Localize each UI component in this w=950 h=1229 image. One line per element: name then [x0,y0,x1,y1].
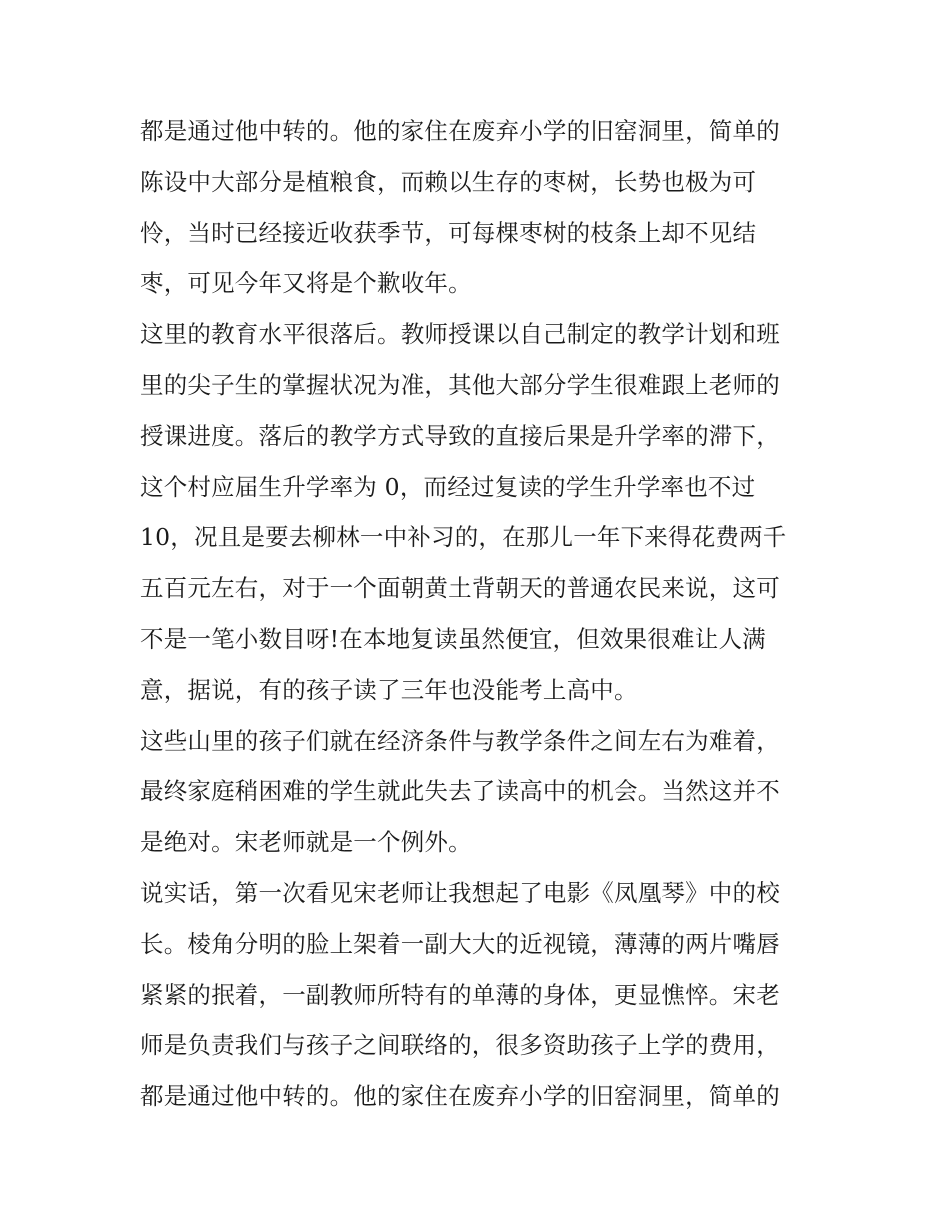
body-text [140,106,820,1122]
text-line: 这个村应届生升学率为 0，而经过复读的学生升学率也不过 [140,472,756,501]
text-line: 这里的教育水平很落后。教师授课以自己制定的教学计划和班 [140,320,780,349]
text-line: 10，况且是要去柳林一中补习的，在那儿一年下来得花费两千 [140,523,787,552]
text-line: 师是负责我们与孩子之间联络的，很多资助孩子上学的费用， [140,1031,780,1060]
text-line: 不是一笔小数目呀!在本地复读虽然便宜，但效果很难让人满 [140,624,766,653]
text-line: 这些山里的孩子们就在经济条件与教学条件之间左右为难着， [140,726,780,755]
text-line: 陈设中大部分是植粮食，而赖以生存的枣树，长势也极为可 [140,167,757,196]
text-line: 怜，当时已经接近收获季节，可每棵枣树的枝条上却不见结 [140,218,757,247]
text-line: 都是通过他中转的。他的家住在废弃小学的旧窑洞里，简单的 [140,1082,780,1111]
text-line: 最终家庭稍困难的学生就此失去了读高中的机会。当然这并不 [140,777,780,806]
text-line: 枣，可见今年又将是个歉收年。 [140,269,472,298]
text-line: 说实话，第一次看见宋老师让我想起了电影《凤凰琴》中的校 [140,878,780,907]
text-line: 紧紧的抿着，一副教师所特有的单薄的身体，更显憔悴。宋老 [140,980,780,1009]
text-line: 授课进度。落后的教学方式导致的直接后果是升学率的滞下， [140,421,780,450]
text-line: 都是通过他中转的。他的家住在废弃小学的旧窑洞里，简单的 [140,117,780,145]
text-line: 里的尖子生的掌握状况为准，其他大部分学生很难跟上老师的 [140,370,780,399]
text-line: 是绝对。宋老师就是一个例外。 [140,828,472,857]
text-line: 意，据说，有的孩子读了三年也没能考上高中。 [140,675,638,704]
text-line: 五百元左右，对于一个面朝黄土背朝天的普通农民来说，这可 [140,574,780,603]
text-line: 长。棱角分明的脸上架着一副大大的近视镜，薄薄的两片嘴唇 [140,929,780,958]
